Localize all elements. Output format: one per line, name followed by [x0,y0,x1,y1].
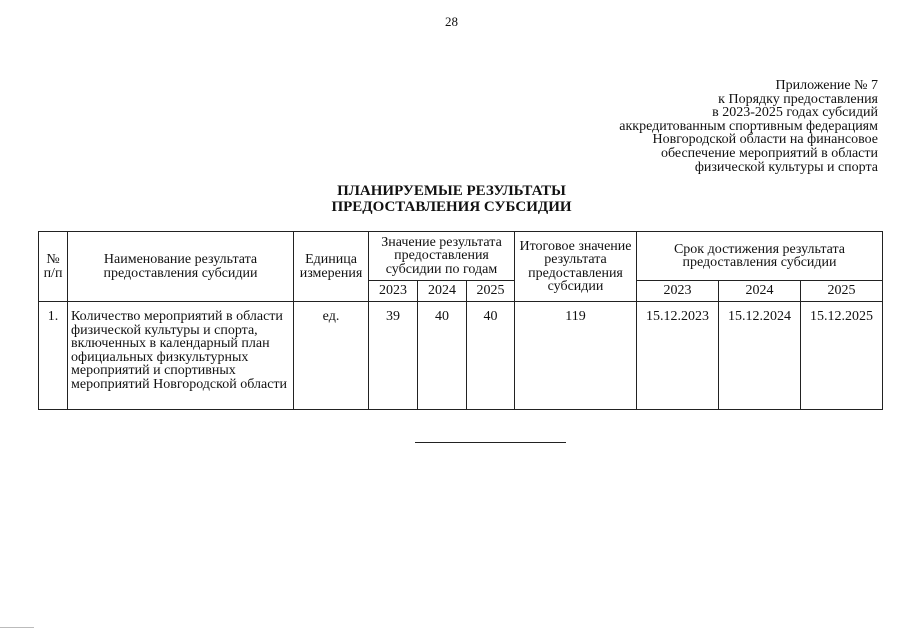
header-deadline-year-2023: 2023 [637,281,719,302]
appendix-line: обеспечение мероприятий в области [660,145,878,161]
header-unit: Единица измерения [294,232,369,302]
row-value-2024: 40 [418,302,467,410]
page-number: 28 [445,14,458,29]
header-year-2025: 2025 [467,281,515,302]
row-result-name: Количество мероприятий в области физической культуры и спорта, включенных в календарный план официальных физкультурных мероприятий и спортивных мероприятий Новгородской области [68,302,294,410]
appendix-line: к Порядку предоставления [718,91,878,107]
appendix-reference [558,79,878,174]
header-year-2024: 2024 [418,281,467,302]
footer-divider [415,442,566,443]
header-result-name: Наименование результата предоставления субсидии [68,232,294,302]
title-line-1: ПЛАНИРУЕМЫЕ РЕЗУЛЬТАТЫ [337,183,566,199]
appendix-line: в 2023-2025 годах субсидий [712,105,878,121]
header-deadline-year-2024: 2024 [719,281,801,302]
results-table [38,231,883,410]
row-value-2023: 39 [369,302,418,410]
header-total-value: Итоговое значение результата предоставления субсидии [515,232,637,302]
header-row-1 [39,232,883,281]
appendix-line: Новгородской области на финансовое [652,132,878,148]
row-unit: ед. [294,302,369,410]
row-value-2025: 40 [467,302,515,410]
appendix-line: физической культуры и спорта [694,159,878,175]
row-deadline-2024: 15.12.2024 [719,302,801,410]
header-deadline-year-2025: 2025 [801,281,883,302]
header-values-by-year: Значение результата предоставления субсидии по годам [369,232,515,281]
appendix-line: аккредитованным спортивным федерациям [619,118,878,134]
scan-edge-mark [0,627,34,628]
row-deadline-2023: 15.12.2023 [637,302,719,410]
header-deadline: Срок достижения результата предоставления субсидии [637,232,883,281]
header-year-2023: 2023 [369,281,418,302]
table-row [39,302,883,410]
appendix-line: Приложение № 7 [775,78,878,93]
title-line-2: ПРЕДОСТАВЛЕНИЯ СУБСИДИИ [331,199,572,215]
row-number: 1. [39,302,68,410]
row-deadline-2025: 15.12.2025 [801,302,883,410]
document-title [0,183,903,215]
header-number: № п/п [39,232,68,302]
row-total-value: 119 [515,302,637,410]
